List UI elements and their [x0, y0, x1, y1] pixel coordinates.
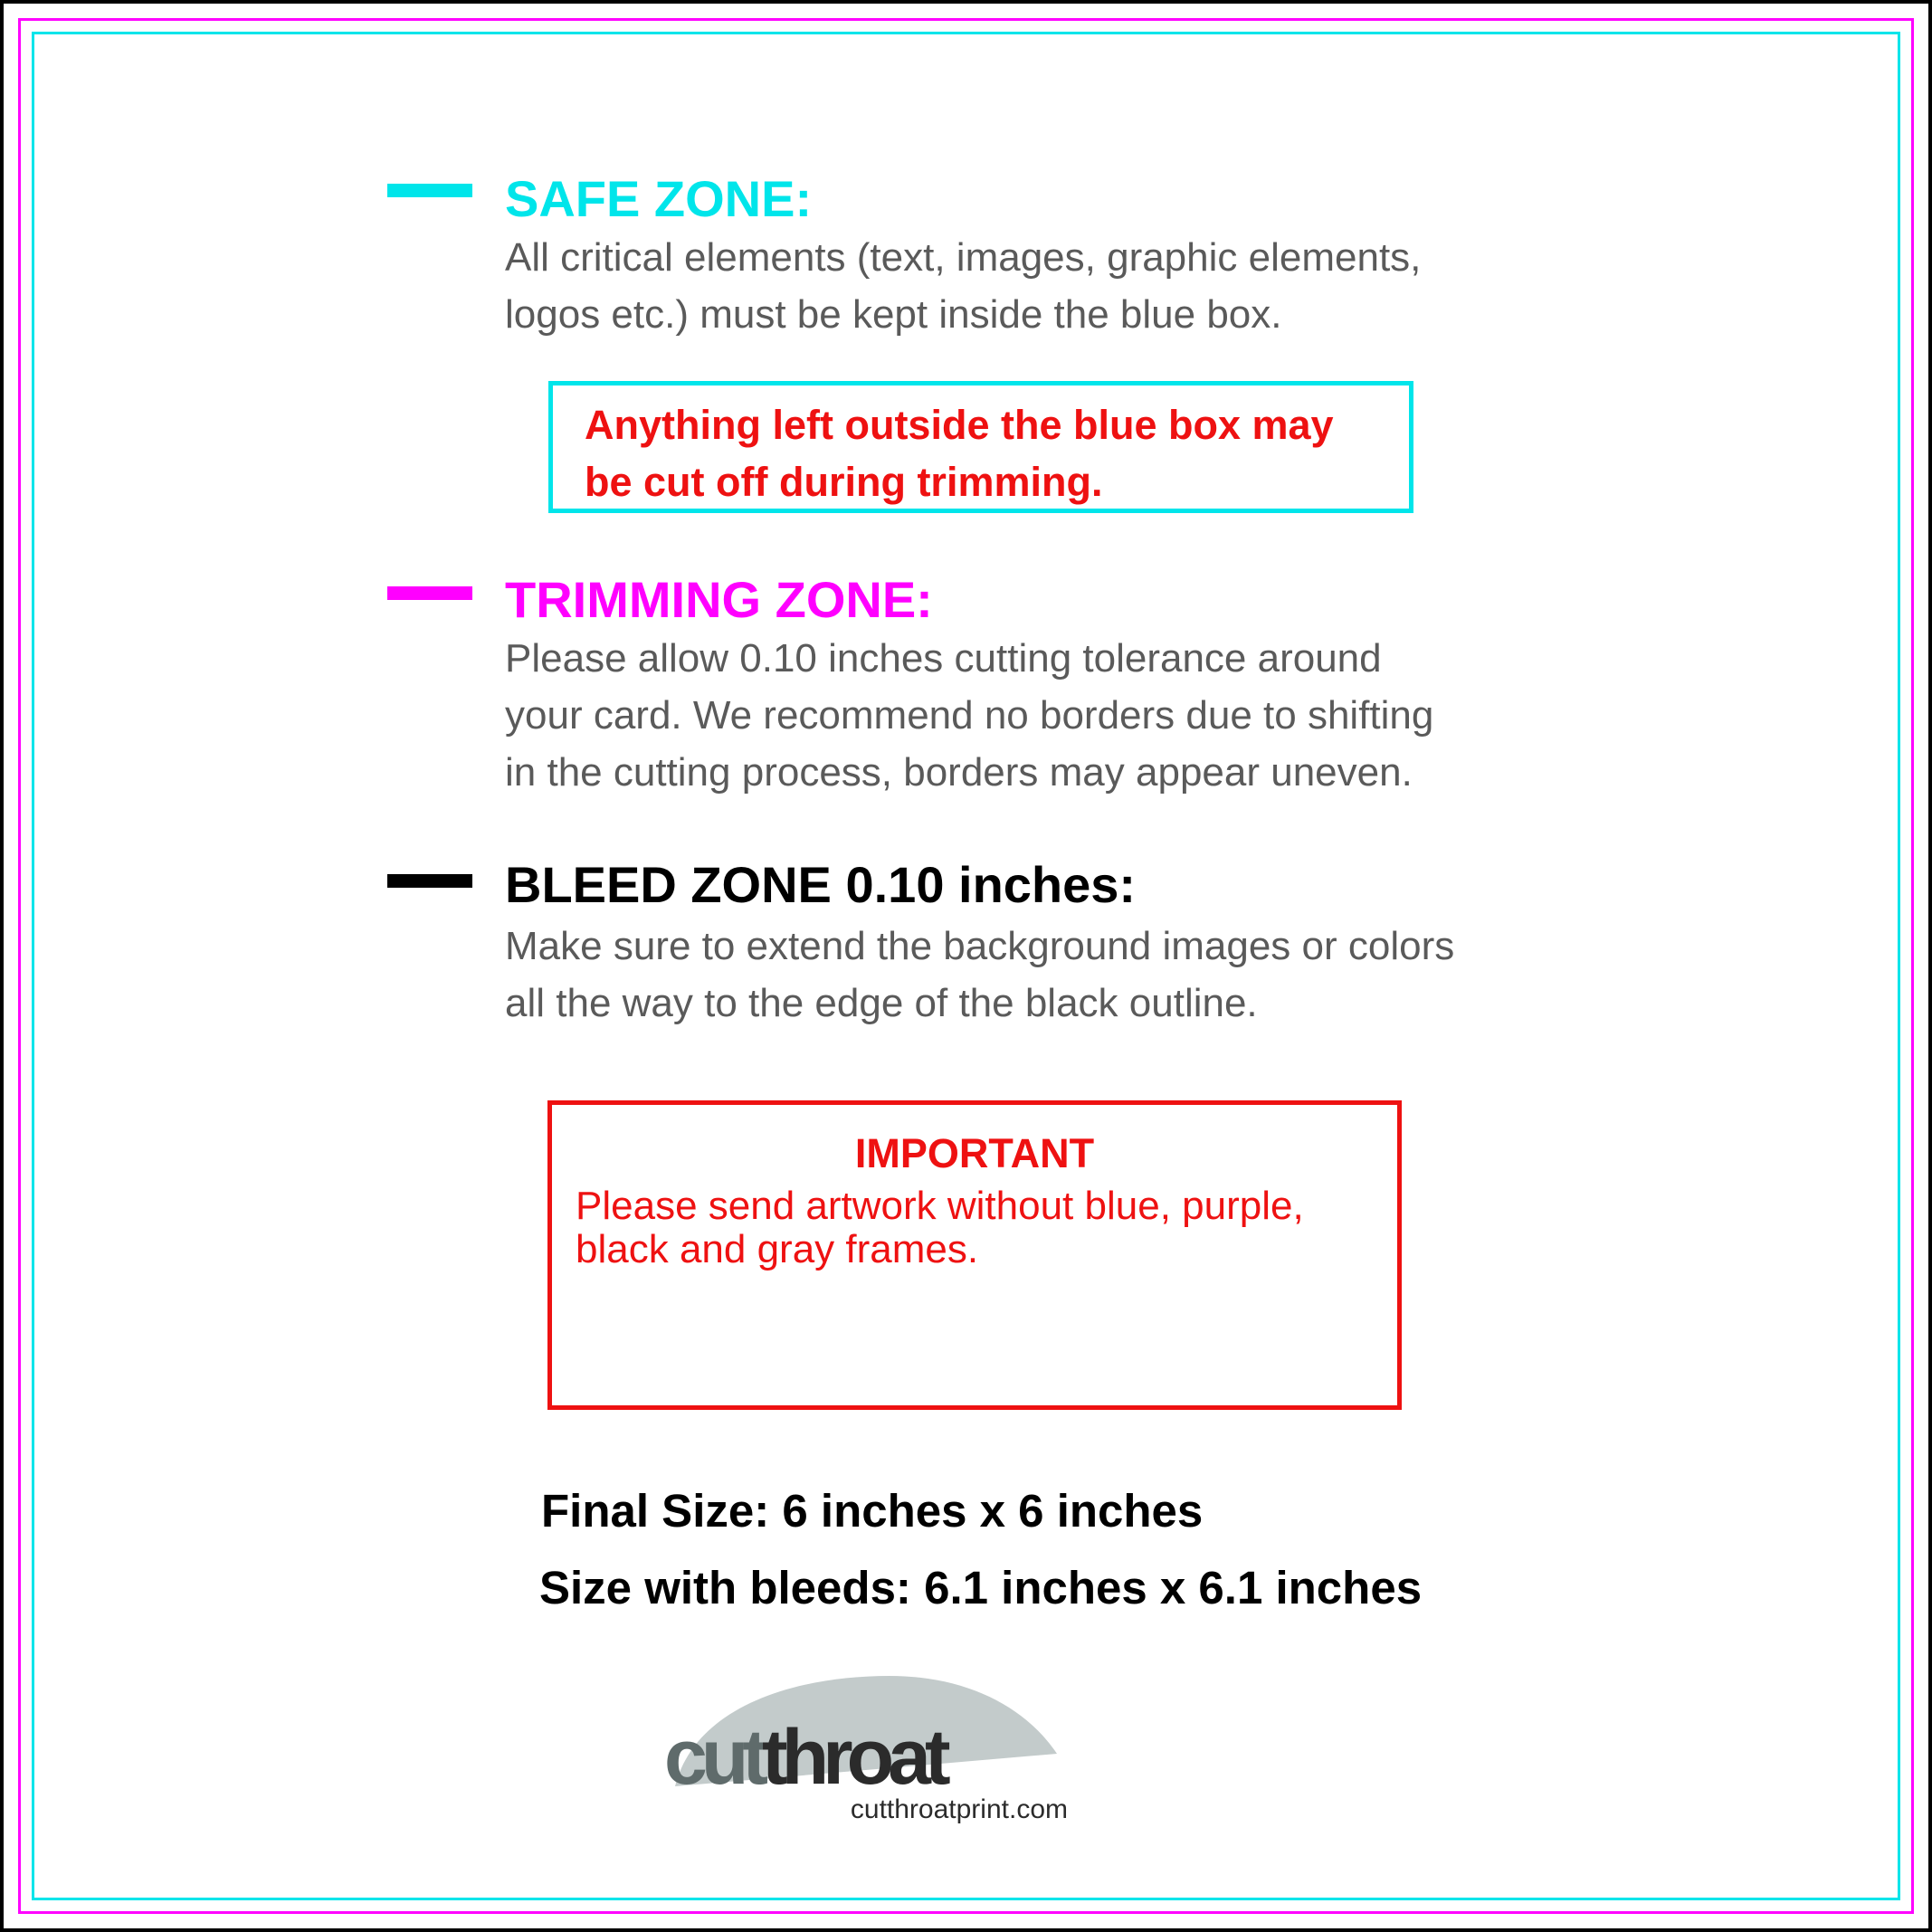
- important-title: IMPORTANT: [854, 1130, 1095, 1176]
- logo-word-light: cut: [664, 1714, 762, 1801]
- important-line: Please send artwork without blue, purple,: [576, 1184, 1304, 1228]
- logo-url: cutthroatprint.com: [850, 1794, 1068, 1824]
- final-size-text: Final Size: 6 inches x 6 inches: [541, 1485, 1204, 1537]
- trimming-zone-description: [505, 630, 1433, 801]
- bleed-zone-heading: BLEED ZONE 0.10 inches:: [505, 856, 1137, 913]
- logo-word-dark: throat: [762, 1714, 945, 1801]
- trimming-zone-line: your card. We recommend no borders due to shifting: [505, 693, 1434, 738]
- trimming-zone-line: in the cutting process, borders may appear uneven.: [505, 750, 1413, 795]
- safe-zone-line: logos etc.) must be kept inside the blue box.: [505, 292, 1282, 337]
- bleed-size-text: Size with bleeds: 6.1 inches x 6.1 inches: [539, 1562, 1423, 1613]
- trim-warning-line: Anything left outside the blue box may: [585, 402, 1334, 448]
- trimming-zone-heading: TRIMMING ZONE:: [505, 571, 933, 628]
- important-text: [576, 1185, 1304, 1271]
- important-box: [547, 1100, 1402, 1410]
- bleed-zone-line: Make sure to extend the background images or colors: [505, 924, 1455, 968]
- bleed-zone-description: [505, 918, 1454, 1032]
- trim-warning-line: be cut off during trimming.: [585, 459, 1103, 505]
- safe-zone-description: [505, 229, 1421, 343]
- trimming-zone-swatch: [387, 586, 472, 600]
- bleed-zone-swatch: [387, 874, 472, 888]
- trimming-zone-line: Please allow 0.10 inches cutting tolerance around: [505, 636, 1382, 680]
- safe-zone-swatch: [387, 184, 472, 197]
- trim-warning-box: [548, 381, 1413, 513]
- logo-wordmark: [664, 1714, 950, 1801]
- cutthroat-logo: [659, 1670, 1084, 1824]
- cutthroat-logo-graphic: [659, 1670, 1084, 1824]
- important-line: black and gray frames.: [576, 1227, 979, 1271]
- bleed-zone-line: all the way to the edge of the black outline.: [505, 981, 1258, 1025]
- safe-zone-line: All critical elements (text, images, graphic elements,: [505, 235, 1422, 280]
- safe-zone-heading: SAFE ZONE:: [505, 170, 813, 227]
